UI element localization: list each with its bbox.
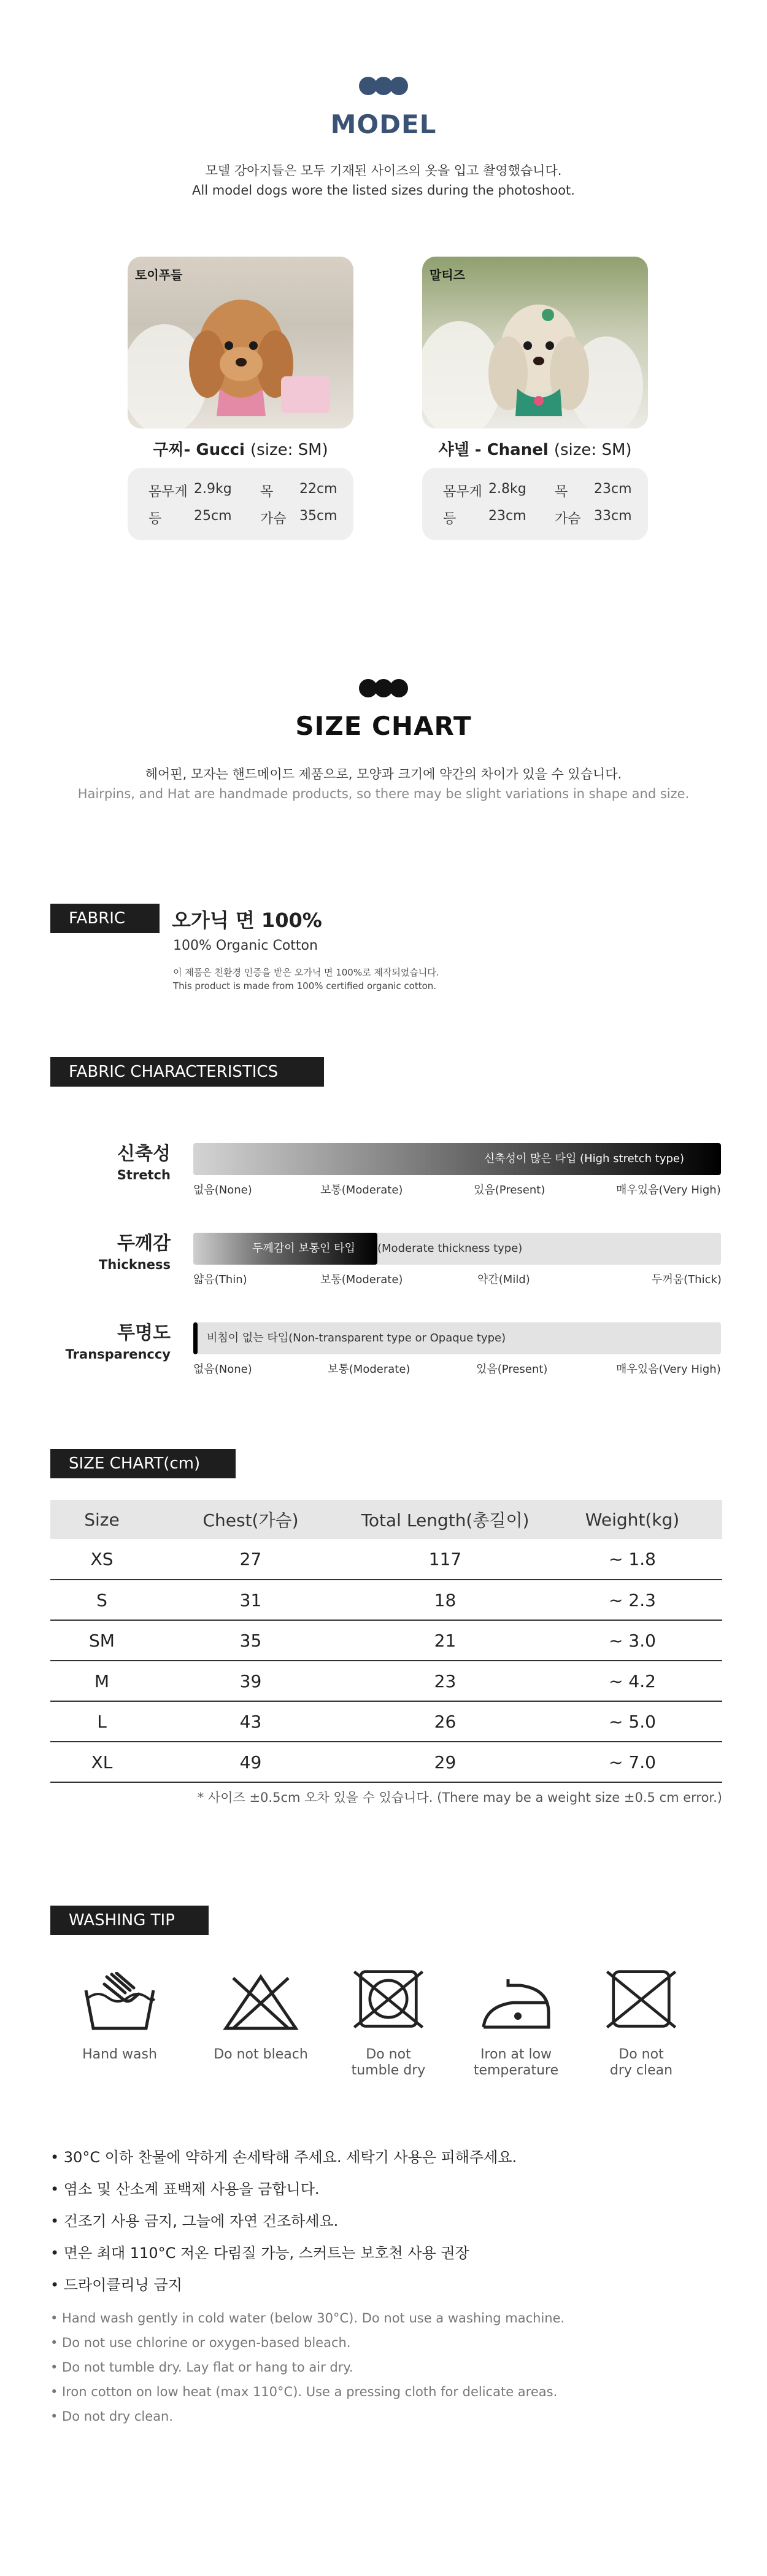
model-name-chanel [422,437,648,460]
table-header: Size [50,1500,153,1539]
model-stats-chanel [422,468,648,540]
table-header-row [50,1500,722,1539]
stat-value: 33cm [594,508,632,524]
sizechart-dots-icon [359,679,408,695]
washing-tip-en: • Iron cotton on low heat (max 110°C). Use a pressing cloth for delicate areas. [50,2384,558,2399]
model-name: 샤넬 - Chanel [438,441,549,459]
thickness-bar-text-out: (Moderate thickness type) [377,1242,523,1255]
no-tumble-dry-icon [349,1968,428,2030]
stretch-scale-0: 없음(None) [193,1184,252,1197]
thickness-scale-0: 얇음(Thin) [193,1273,247,1286]
washing-tip-en: • Do not dry clean. [50,2409,174,2424]
sizechart-desc-kr: 헤어핀, 모자는 핸드메이드 제품으로, 모양과 크기에 약간의 차이가 있을 수 있습니다. [145,767,622,782]
washing-tip-en: • Do not tumble dry. Lay flat or hang to air dry. [50,2360,353,2375]
no-bleach-icon [221,1972,301,2033]
model-photo-chanel [422,257,648,429]
stat-label: 등 [443,511,457,527]
table-cell: 35 [153,1620,348,1661]
transparency-scale-3: 매우있음(Very High) [616,1363,721,1376]
thickness-scale-1: 보통(Moderate) [320,1273,403,1286]
washing-label: WASHING TIP [50,1906,209,1935]
stat-label: 목 [555,484,568,500]
model-name-gucci [128,437,353,460]
stat-value: 22cm [299,481,337,497]
thickness-bar-text: 두께감이 보통인 타입 [252,1242,355,1255]
thickness-scale-3: 두꺼움(Thick) [652,1273,722,1286]
stretch-scale-3: 매우있음(Very High) [616,1184,721,1197]
stat-value: 2.9kg [194,481,232,497]
thickness-scale-2: 약간(Mild) [477,1273,530,1286]
table-header: Total Length(총길이) [348,1500,542,1539]
table-row [50,1742,722,1782]
table-cell: 117 [348,1539,542,1580]
transparency-label-kr: 투명도 [117,1322,171,1344]
stat-label: 가슴 [260,511,287,527]
table-header: Chest(가슴) [153,1500,348,1539]
fabric-name-en: 100% Organic Cotton [173,938,318,953]
table-cell: 43 [153,1701,348,1742]
stat-value: 35cm [299,508,337,524]
stretch-scale-1: 보통(Moderate) [320,1184,403,1197]
iron-low-label: Iron at low temperature [473,2047,559,2078]
fabric-note-en: This product is made from 100% certified organic cotton. [173,980,437,991]
breed-tag: 말티즈 [430,268,465,282]
table-row [50,1580,722,1620]
transparency-label-en: Transparenccy [65,1347,171,1362]
table-cell: 27 [153,1539,348,1580]
model-size: (size: SM) [250,441,328,459]
breed-tag: 토이푸들 [135,268,183,282]
table-cell: S [50,1580,153,1620]
stat-label: 목 [260,484,274,500]
thickness-bar [193,1233,721,1265]
table-cell: XS [50,1539,153,1580]
table-cell: 18 [348,1580,542,1620]
characteristics-label: FABRIC CHARACTERISTICS [50,1057,324,1087]
washing-tip-en: • Hand wash gently in cold water (below 30°C). Do not use a washing machine. [50,2311,565,2326]
table-row [50,1539,722,1580]
washing-tip-en: • Do not use chlorine or oxygen-based bleach. [50,2335,351,2350]
table-cell: M [50,1661,153,1701]
table-cell: L [50,1701,153,1742]
size-table-note: * 사이즈 ±0.5cm 오차 있을 수 있습니다. (There may be a weight size ±0.5 cm error.) [197,1790,722,1805]
stat-value: 25cm [194,508,232,524]
table-cell: 29 [348,1742,542,1782]
washing-tip-kr: • 염소 및 산소계 표백제 사용을 금합니다. [50,2181,320,2198]
no-bleach-label: Do not bleach [214,2047,308,2062]
table-header: Weight(kg) [542,1500,722,1539]
stat-label: 가슴 [555,511,581,527]
table-cell: XL [50,1742,153,1782]
thickness-label-kr: 두께감 [117,1233,171,1254]
washing-tip-kr: • 건조기 사용 금지, 그늘에 자연 건조하세요. [50,2213,339,2230]
transparency-scale-0: 없음(None) [193,1363,252,1376]
model-dots-icon [359,77,408,93]
table-cell: 39 [153,1661,348,1701]
thickness-label-en: Thickness [98,1257,171,1272]
model-stats-gucci [128,468,353,540]
table-cell: ~ 4.2 [542,1661,722,1701]
transparency-bar [193,1322,721,1354]
transparency-bar-text: 비침이 없는 타입(Non-transparent type or Opaque type) [207,1332,506,1344]
stretch-label-kr: 신축성 [117,1143,171,1165]
stat-value: 23cm [488,508,526,524]
fabric-label: FABRIC [50,904,160,933]
stretch-bar-text: 신축성이 많은 타입 (High stretch type) [484,1152,684,1165]
size-table [50,1500,722,1783]
stat-label: 등 [148,511,162,527]
no-tumble-dry-label: Do not tumble dry [351,2047,426,2078]
sizechart-title: SIZE CHART [295,711,472,741]
hand-wash-label: Hand wash [82,2047,157,2062]
transparency-scale-2: 있음(Present) [476,1363,548,1376]
model-desc-kr: 모델 강아지들은 모두 기재된 사이즈의 옷을 입고 촬영했습니다. [205,163,562,178]
table-cell: ~ 7.0 [542,1742,722,1782]
washing-tip-kr: • 30°C 이하 찬물에 약하게 손세탁해 주세요. 세탁기 사용은 피해주세요. [50,2149,517,2166]
table-cell: 26 [348,1701,542,1742]
washing-tip-kr: • 면은 최대 110°C 저온 다림질 가능, 스커트는 보호천 사용 권장 [50,2244,469,2262]
table-row [50,1701,722,1742]
no-dry-clean-icon [601,1968,681,2030]
model-photo-gucci [128,257,353,429]
table-cell: ~ 1.8 [542,1539,722,1580]
table-cell: ~ 5.0 [542,1701,722,1742]
table-row [50,1620,722,1661]
fabric-name-kr: 오가닉 면 100% [172,909,322,932]
model-title: MODEL [330,109,437,139]
fabric-note-kr: 이 제품은 친환경 인증을 받은 오가닉 면 100%로 제작되었습니다. [173,967,439,978]
no-dry-clean-label: Do not dry clean [609,2047,673,2078]
table-cell: ~ 3.0 [542,1620,722,1661]
washing-tip-kr: • 드라이클리닝 금지 [50,2276,182,2294]
transparency-scale-1: 보통(Moderate) [328,1363,410,1376]
table-row [50,1661,722,1701]
iron-low-icon [476,1972,556,2033]
stat-value: 23cm [594,481,632,497]
table-cell: 31 [153,1580,348,1620]
stat-label: 몸무게 [148,484,188,500]
table-cell: ~ 2.3 [542,1580,722,1620]
hand-wash-icon [80,1972,160,2033]
table-cell: 23 [348,1661,542,1701]
stat-value: 2.8kg [488,481,526,497]
model-name: 구찌- Gucci [153,441,245,459]
stat-label: 몸무게 [443,484,482,500]
sizechart-desc-en: Hairpins, and Hat are handmade products, so there may be slight variations in shape and size. [77,786,690,801]
table-cell: SM [50,1620,153,1661]
model-size: (size: SM) [553,441,632,459]
stretch-scale-2: 있음(Present) [474,1184,545,1197]
model-desc-en: All model dogs wore the listed sizes during the photoshoot. [192,183,575,198]
transparency-bar-fill [193,1322,198,1354]
stretch-label-en: Stretch [117,1168,171,1182]
table-cell: 21 [348,1620,542,1661]
stretch-bar [193,1143,721,1175]
size-table-label: SIZE CHART(cm) [50,1449,236,1478]
table-cell: 49 [153,1742,348,1782]
